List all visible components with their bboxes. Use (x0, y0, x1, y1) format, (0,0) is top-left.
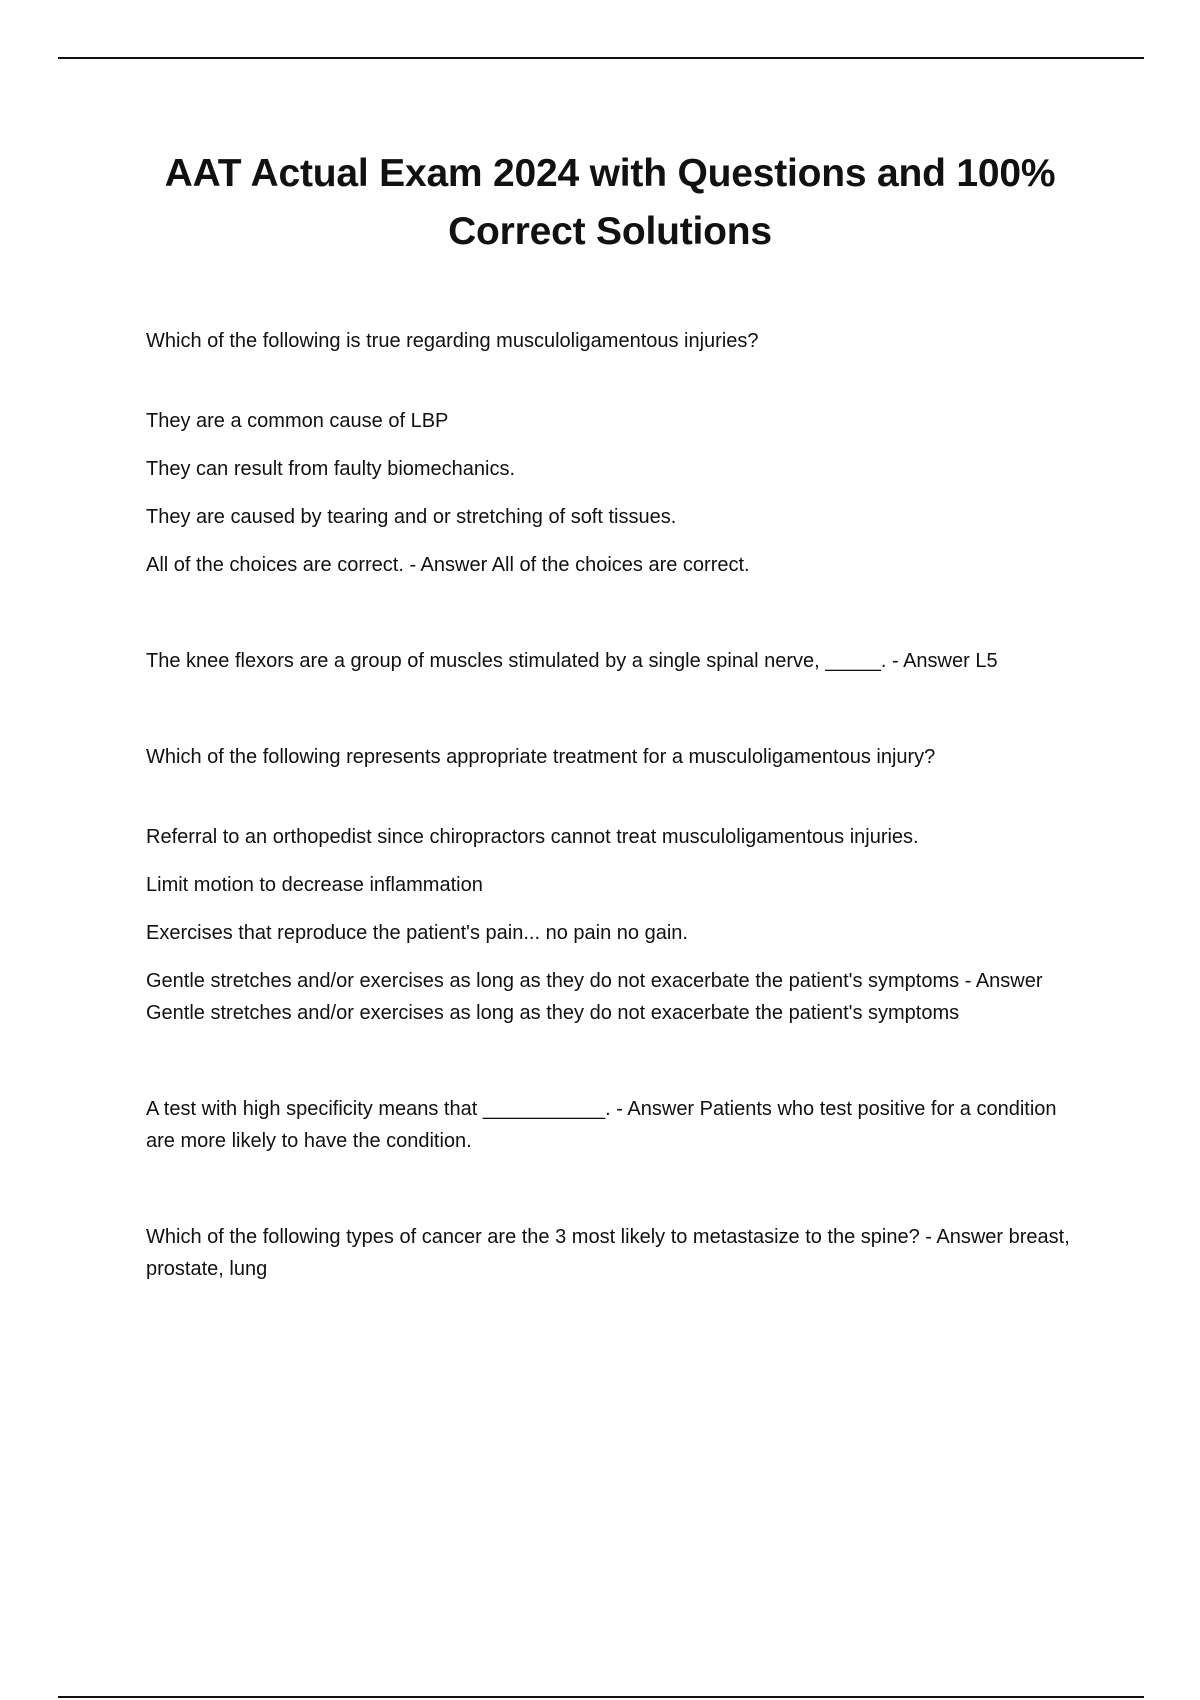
document-body (146, 325, 1076, 1349)
question-block (146, 325, 1076, 581)
question-text: Which of the following is true regarding musculoligamentous injuries? (146, 330, 759, 352)
answer-option: Gentle stretches and/or exercises as long as they do not exacerbate the patient's symptoms - Answer Gentle stretches and/or exercises as long as they do not exacerbate the patient's symptoms (146, 970, 1043, 1024)
answer-option: They can result from faulty biomechanics. (146, 458, 516, 480)
question-answer-text: Which of the following types of cancer are the 3 most likely to metastasize to the spine? - Answer breast, prostate, lung (146, 1226, 1070, 1280)
answer-option: Exercises that reproduce the patient's pain... no pain no gain. (146, 922, 688, 944)
answer-option: Referral to an orthopedist since chiropractors cannot treat musculoligamentous injuries. (146, 826, 919, 848)
question-answer-text: The knee flexors are a group of muscles stimulated by a single spinal nerve, _____. - Answer L5 (146, 650, 998, 672)
top-rule (58, 57, 1144, 59)
answer-option: Limit motion to decrease inflammation (146, 874, 483, 896)
answer-option: They are a common cause of LBP (146, 410, 449, 432)
question-text: Which of the following represents appropriate treatment for a musculoligamentous injury? (146, 746, 936, 768)
bottom-rule (58, 1696, 1144, 1698)
question-answer-text: A test with high specificity means that ___________. - Answer Patients who test positive for a condition are more likely to have the condition. (146, 1098, 1057, 1152)
question-block (146, 741, 1076, 1029)
answer-option: They are caused by tearing and or stretching of soft tissues. (146, 506, 677, 528)
document-title: AAT Actual Exam 2024 with Questions and 100% Correct Solutions (164, 152, 1056, 253)
answer-option: All of the choices are correct. - Answer All of the choices are correct. (146, 554, 750, 576)
